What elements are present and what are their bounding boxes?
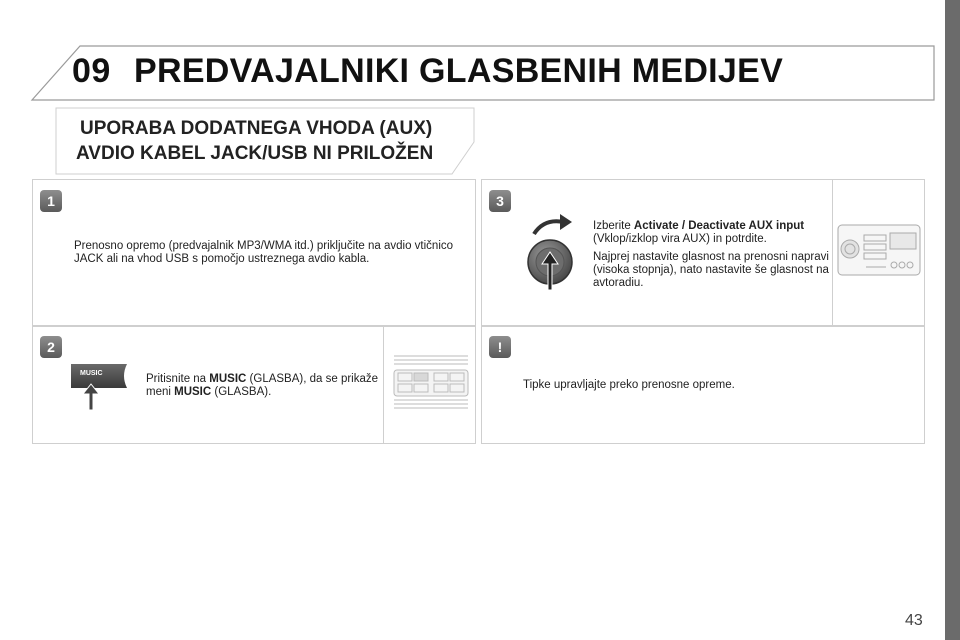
subtitle-line-2: AVDIO KABEL JACK/USB NI PRILOŽEN xyxy=(76,143,434,164)
radio-panel-illustration xyxy=(390,352,472,412)
step-1-text: Prenosno opremo (predvajalnik MP3/WMA itd.) priključite na avdio vtičnico JACK ali na vhod USB s pomočjo ustreznega avdio kabla. xyxy=(74,240,454,265)
chapter-number: 09 xyxy=(72,52,111,90)
page-number: 43 xyxy=(905,612,923,629)
panel-divider xyxy=(832,180,833,325)
rotary-knob-icon xyxy=(520,212,580,292)
music-button-label: MUSIC xyxy=(80,370,103,377)
step-2-badge: 2 xyxy=(40,336,62,358)
step-2-text: Pritisnite na MUSIC (GLASBA), da se prikaže meni MUSIC (GLASBA). xyxy=(146,373,379,398)
subtitle-banner xyxy=(54,106,476,176)
step-3-text: Izberite Activate / Deactivate AUX input (Vklop/izklop vira AUX) in potrdite. xyxy=(593,220,805,245)
step-1-badge: 1 xyxy=(40,190,62,212)
subtitle-line-1: UPORABA DODATNEGA VHODA (AUX) xyxy=(80,118,433,139)
warning-badge: ! xyxy=(489,336,511,358)
side-tab-strip xyxy=(945,0,960,640)
note-text: Tipke upravljajte preko prenosne opreme. xyxy=(523,379,735,391)
panel-divider xyxy=(383,327,384,443)
step-3-volume-text: Najprej nastavite glasnost na prenosni napravi (visoka stopnja), nato nastavite še glasnost na avtoradiu. xyxy=(593,251,829,289)
page-title: PREDVAJALNIKI GLASBENIH MEDIJEV xyxy=(134,52,784,90)
radio-unit-illustration xyxy=(836,223,922,277)
step-3-badge: 3 xyxy=(489,190,511,212)
